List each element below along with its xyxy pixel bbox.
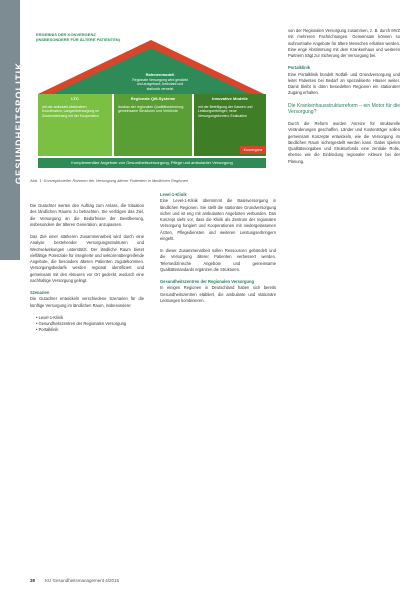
figure-base: Komplementäre Angebote von Gesundheitsversorgung, Pflege und ambulanter Versorgung (38, 158, 266, 168)
paragraph: In einigen Regionen in Deutschland haben sich bereits Gesundheitszentren etabliert, die ambulante und stationäre Leistungen kombinieren. (160, 285, 276, 303)
framework-figure (30, 28, 272, 174)
scenario-list (30, 315, 144, 334)
page-footer (30, 578, 119, 583)
paragraph: Durch die Reform wurden Anreize für strukturelle Veränderungen geschaffen. Länder und Kostenträger sollen gemeinsam Konzepte entwickeln, wie die Versorgung im ländlichen Raum sichergestellt werden kann. Dabei spielen Qualitätsvorgaben und Strukturfonds eine zentrale Rolle, ebenso wie die Einbindung regionaler Akteure bei der Planung. (288, 121, 400, 164)
journal-name: KU Gesundheitsmanagement 4/2015 (45, 578, 120, 583)
roof-text (130, 73, 190, 91)
column-title: LTC (71, 96, 79, 101)
section-title: GESUNDHEITSPOLITIK (14, 61, 24, 185)
paragraph: Das Ziel einer stärkeren Zusammenarbeit wird durch eine Analyse bestehender Versorgungsstrukturen und Wechselwirkungen unterstützt. Der ländliche Raum bietet vielfältige Potenziale für integrierte und sektorenübergreifende Angebote, die besonders älteren Patienten zugutekommen. Versorgungsbedarfe werden regional identifiziert und gemeinsam mit den Akteuren vor Ort gedeckt, wodurch eine nachhaltige Versorgung gelingt. (30, 234, 144, 283)
section-heading: Die Krankenhausstrukturreform – ein Motor für die Versorgung? (288, 102, 400, 115)
text-column-1 (30, 203, 144, 334)
subheading: Level-1-Klinik (160, 192, 187, 197)
subheading: Portalklinik (288, 65, 311, 71)
subheading: Szenarien (30, 290, 50, 295)
column-title: Regionale QM-Systeme (130, 96, 176, 101)
paragraph: Die Gutachter entwickeln verschiedene Szenarien für die künftige Versorgung im ländlichen Raum, insbesondere: (30, 296, 144, 308)
convergence-badge: Konvergenz (240, 146, 266, 154)
section-label (6, 60, 24, 190)
roof-title: Rahmenmodell (145, 72, 175, 77)
legend-line: (INSBESONDERE FÜR ÄLTERE PATIENTEN) (36, 37, 121, 42)
paragraph: Eine Portalklinik bündelt Notfall- und Grundversorgung und leitet Patienten bei Bedarf an spezialisierte Häuser weiter. Damit bleibt in dünn besiedelten Regionen ein stationärer Zugang erhalten. (288, 71, 400, 96)
text-column-3 (288, 28, 400, 171)
column-regional (114, 94, 192, 156)
paragraph: Die Gutachter werten den Auftrag zum Anlass, die Situation des ländlichen Raums zu betrachten. Sie verfolgen das Ziel, die Versorgung an die Bedürfnisse der Bevölkerung, insbesondere der älteren Generation, anzupassen. (30, 203, 144, 227)
paragraph: von der Regionalen Versorgung zusammen, z. B. durch MVZ mit mehreren Fachrichtungen. Gemeinsam können so wohnortnahe Angebote für ältere Menschen erhalten werden. Eine enge Abstimmung mit dem Krankenhaus und weiteren Partnern trägt zur Sicherung der Versorgung bei. (288, 28, 400, 58)
paragraph: In dieser Zusammenarbeit sollen Ressourcen gebündelt und die Versorgung älterer Patienten verbessert werden. Telemedizinische Angebote und gemeinsame Qualitätsstandards ergänzen die Strukturen. (160, 248, 276, 272)
list-item: • Gesundheitszentren der Regionalen Versorgung (36, 321, 144, 327)
column-title: Innovative Modelle (212, 96, 248, 101)
paragraph: Eine Level-1-Klinik übernimmt die Basisversorgung in ländlichen Regionen. Sie stellt die stationäre Grundversorgung sicher und ist eng mit ambulanten Angeboten verbunden. Das Konzept sieht vor, dass die Klinik als Zentrum der regionalen Versorgung fungiert und Kooperationen mit niedergelassenen Ärzten, Pflegediensten und weiteren Leistungserbringern eingeht. (160, 198, 276, 241)
column-text: mit der Beteiligung der Kassen und Leistungserbringer; neue Versorgungsformen; Evaluation (198, 104, 253, 118)
list-item: • Portalklinik (36, 327, 144, 333)
column-text: mit der ambulant-stationären Koordination; Langzeitversorgung im Zusammenhang mit der Kooperation (42, 104, 100, 118)
figure-caption: Abb. 1: Konzeptioneller Rahmen der Versorgung älterer Patienten in ländlichen Regionen (30, 178, 189, 183)
roof-body: Regionale Versorgung wird gestärkt und ausgebaut; Ambulant und stationär vernetzt (132, 77, 188, 91)
text-column-2 (160, 192, 276, 310)
page-number: 38 (30, 578, 36, 583)
legend-line: ERGEBNIS DER KONVERGENZ (36, 32, 96, 37)
column-text: Ausbau der regionalen Qualitätssicherung; gemeinsame Strukturen und Verbünde (118, 104, 185, 113)
list-item: • Level-1-Klinik (36, 315, 144, 321)
column-ltc (38, 94, 112, 156)
subheading: Gesundheitszentren der Regionalen Versorgung (160, 279, 254, 284)
